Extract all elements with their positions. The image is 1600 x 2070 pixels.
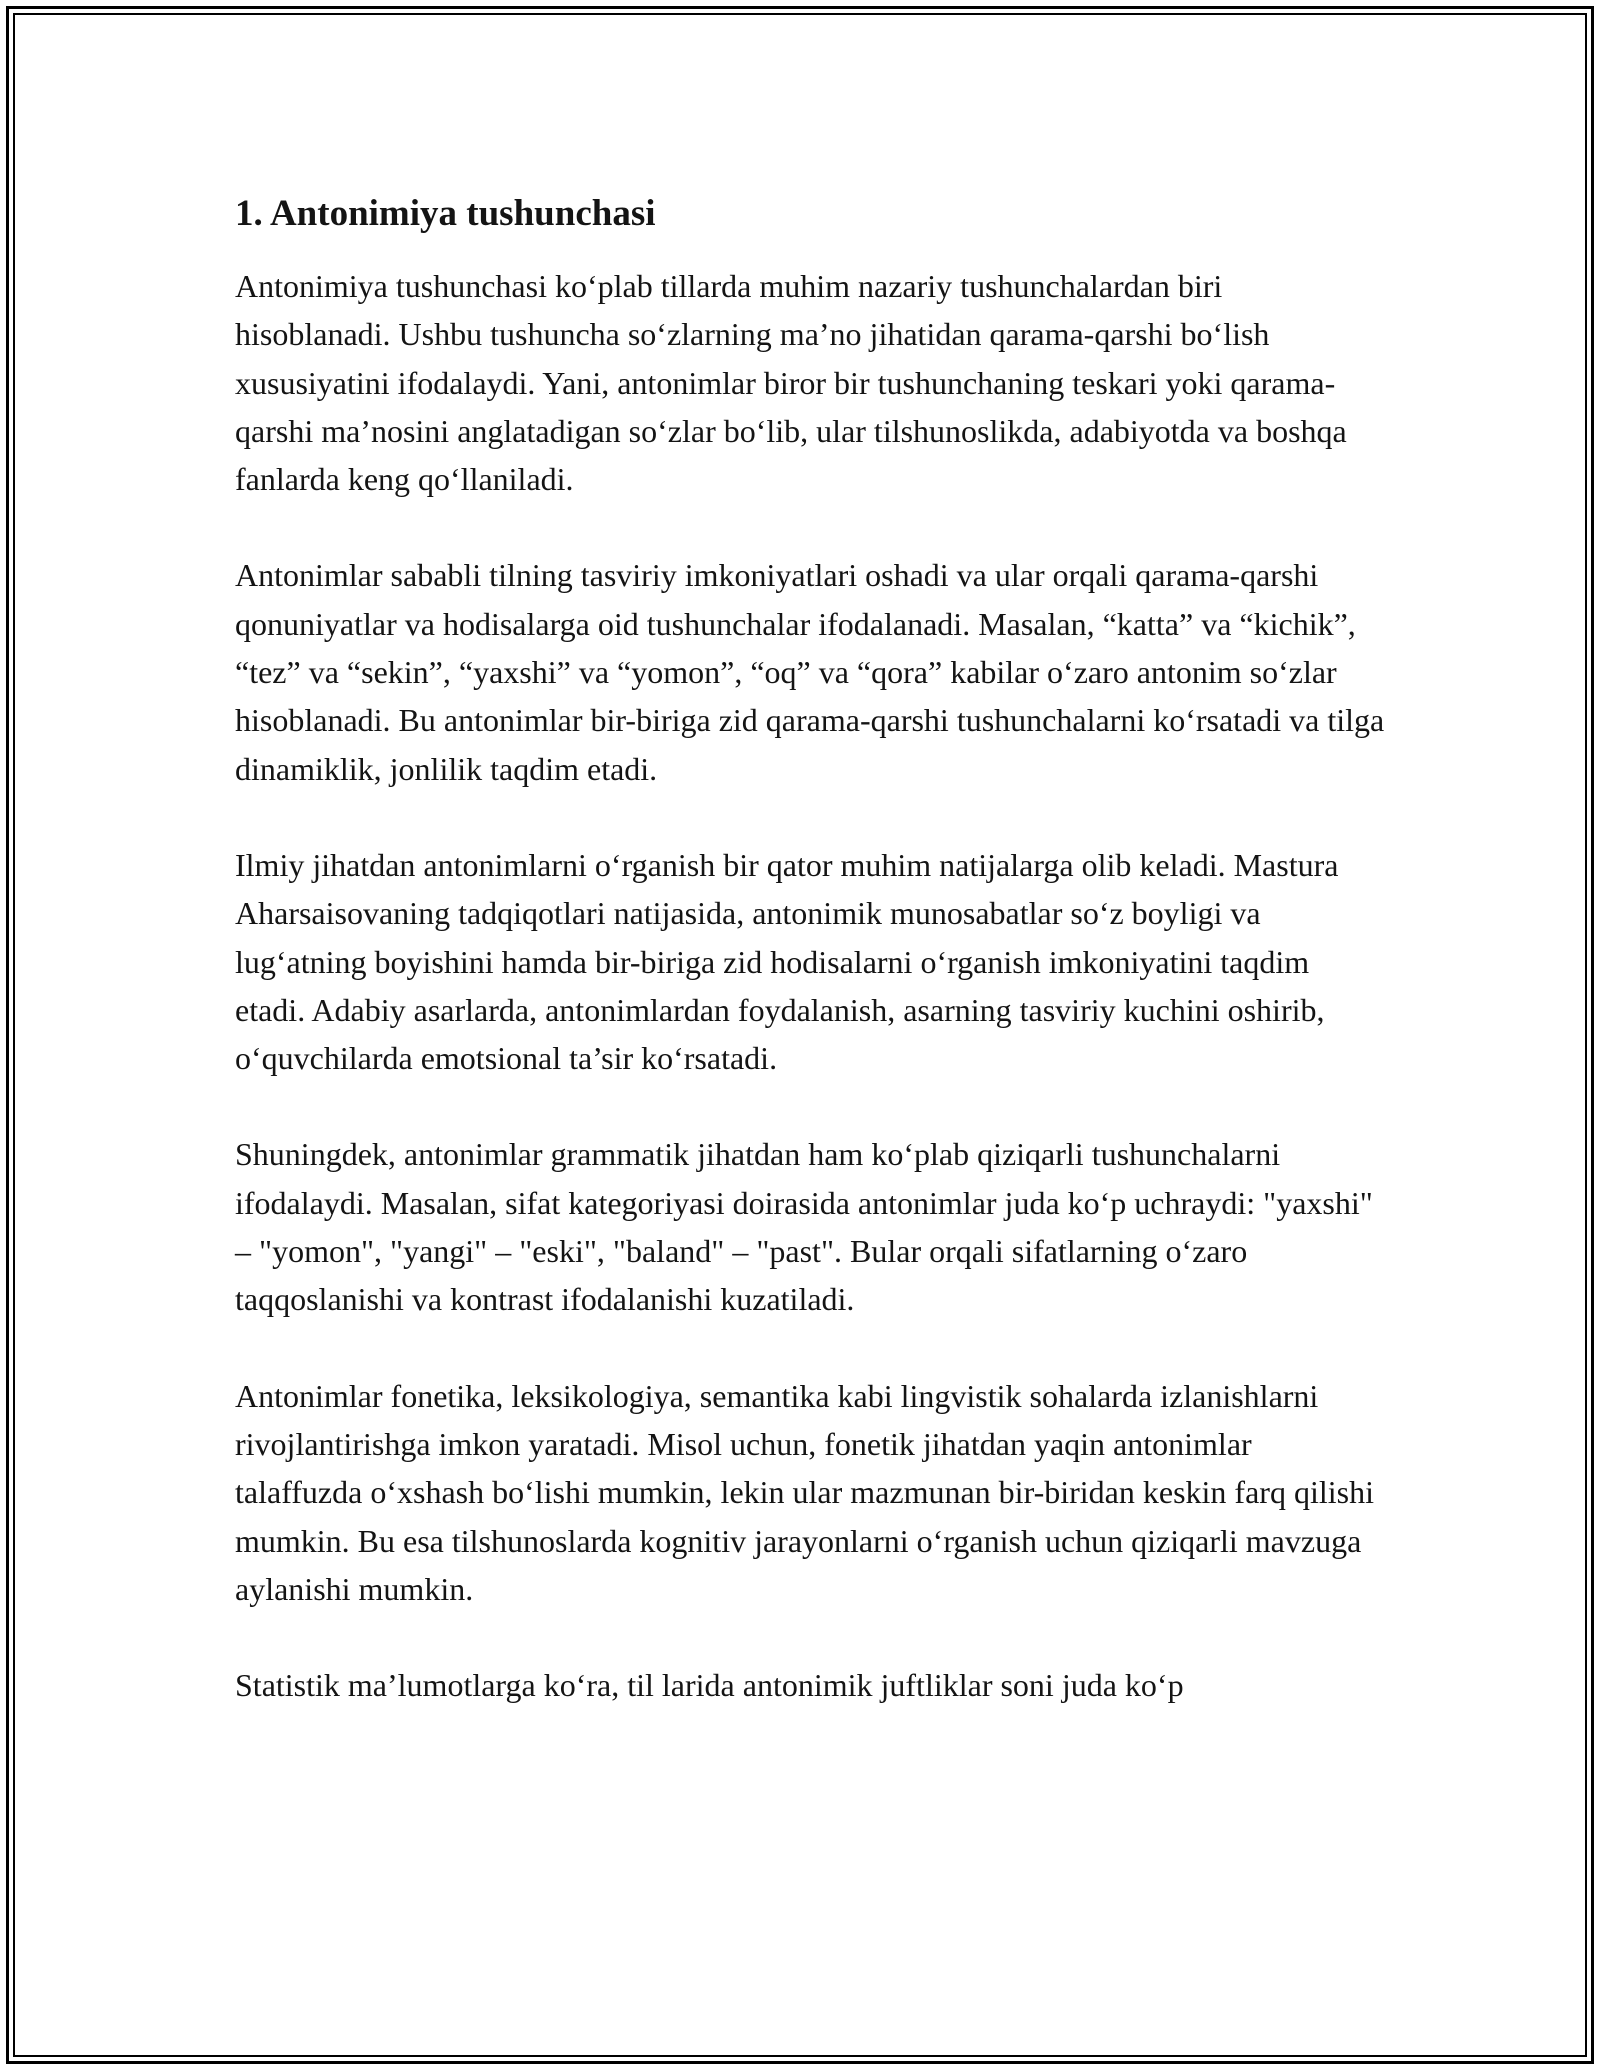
paragraph-4: Shuningdek, antonimlar grammatik jihatdan ham ko‘plab qiziqarli tushunchalarni ifodalaydi. Masalan, sifat kategoriyasi doirasida antonimlar juda ko‘p uchraydi: "yaxshi" – "yomon", "yangi" – "eski", "baland" – "past". Bular orqali sifatlarning o‘zaro taqqoslanishi va kontrast ifodalanishi kuzatiladi. bbox=[235, 1136, 1373, 1318]
paragraph-1: Antonimiya tushunchasi ko‘plab tillarda muhim nazariy tushunchalardan biri hisoblanadi. Ushbu tushuncha so‘zlarning ma’no jihatidan qarama-qarshi bo‘lish xususiyatini ifodalaydi. Yani, antonimlar biror bir tushunchaning teskari yoki qarama-qarshi ma’nosini anglatadigan so‘zlar bo‘lib, ular tilshunoslikda, adabiyotda va boshqa fanlarda keng qo‘llaniladi. bbox=[235, 268, 1347, 498]
paragraph-3: Ilmiy jihatdan antonimlarni o‘rganish bir qator muhim natijalarga olib keladi. Mastura Aharsaisovaning tadqiqotlari natijasida, antonimik munosabatlar so‘z boyligi va lug‘atning boyishini hamda bir-biriga zid hodisalarni o‘rganish imkoniyatini taqdim etadi. Adabiy asarlarda, antonimlardan foydalanish, asarning tasviriy kuchini oshirib, o‘quvchilarda emotsional ta’sir ko‘rsatadi. bbox=[235, 846, 1339, 1077]
paragraph-2: Antonimlar sababli tilning tasviriy imkoniyatlari oshadi va ular orqali qarama-qarshi qonuniyatlar va hodisalarga oid tushunchalar ifodalanadi. Masalan, “katta” va “kichik”, “tez” va “sekin”, “yaxshi” va “yomon”, “oq” va “qora” kabilar o‘zaro antonim so‘zlar hisoblanadi. Bu antonimlar bir-biriga zid qarama-qarshi tushunchalarni ko‘rsatadi va tilga dinamiklik, jonlilik taqdim etadi. bbox=[235, 557, 1385, 787]
paragraph-5: Antonimlar fonetika, leksikologiya, semantika kabi lingvistik sohalarda izlanishlarni rivojlantirishga imkon yaratadi. Misol uchun, fonetik jihatdan yaqin antonimlar talaffuzda o‘xshash bo‘lishi mumkin, lekin ular mazmunan bir-biridan keskin farq qilishi mumkin. Bu esa tilshunoslarda kognitiv jarayonlarni o‘rganish uchun qiziqarli mavzuga aylanishi mumkin. bbox=[235, 1377, 1374, 1607]
paragraph-6: Statistik ma’lumotlarga ko‘ra, til larida antonimik juftliklar soni juda ko‘p bbox=[235, 1667, 1184, 1704]
document-body bbox=[235, 190, 1385, 1709]
section-heading: 1. Antonimiya tushunchasi bbox=[235, 193, 656, 234]
